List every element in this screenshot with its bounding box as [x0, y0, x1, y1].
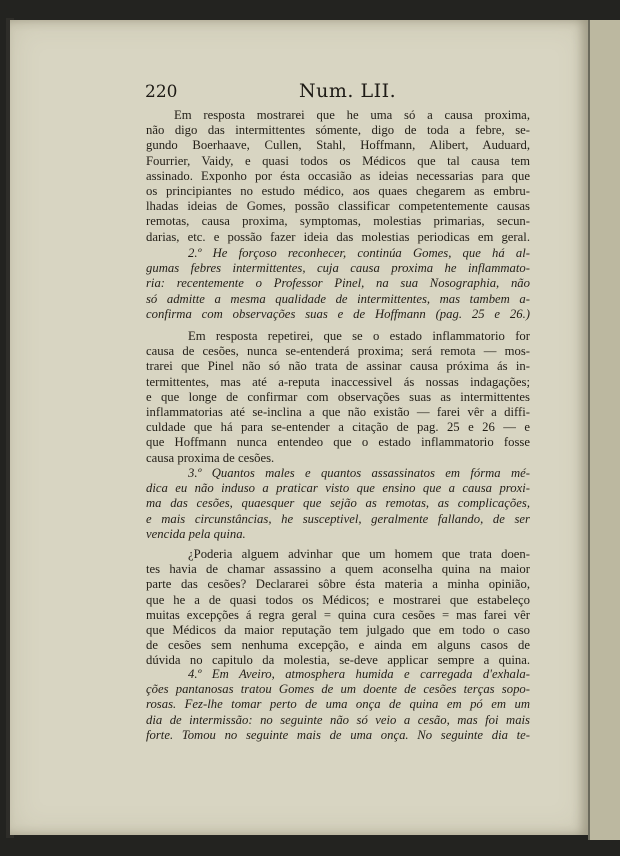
text-line: que Médicos da maior reputação tem julgado que em todo o caso [146, 622, 530, 637]
text-line: assinado. Exponho por ésta occasião as ideias necessarias para que [146, 168, 530, 183]
paragraph-2 [146, 246, 530, 322]
text-line: os principiantes no estudo médico, aos quaes chegarem as embru- [146, 183, 530, 198]
text-line: e mais circunstâncias, he susceptivel, geralmente fallando, de ser [146, 511, 530, 526]
text-line: ¿Poderia alguem advinhar que um homem que trata doen- [188, 547, 530, 561]
text-line: ções pantanosas tratou Gomes de um doente de cesões terças sopo- [146, 682, 530, 697]
text-line: Em resposta repetirei, que se o estado inflammatorio for [188, 329, 530, 343]
text-line: darias, etc. e possão fazer ideia das molestias periodicas em geral. [146, 229, 530, 244]
text-line: tes havia de chamar assassino a quem aconselha quina na maior [146, 562, 530, 577]
text-line: gumas febres intermittentes, cuja causa proxima he inflammato- [146, 261, 530, 276]
text-line: ma das cesões, quaesquer que sejão as remotas, as complicações, [146, 496, 530, 511]
text-line: vencida pela quina. [146, 526, 246, 541]
paragraph-3 [146, 329, 530, 466]
text-line: Em resposta mostrarei que he uma só a causa proxima, [174, 108, 530, 122]
text-line: culdade que há para se-entender a citação de pag. 25 e 26 — e [146, 420, 530, 435]
paragraph-4 [146, 466, 530, 542]
text-line: de cesões sem nenhuma excepção, e ainda em alguns casos de [146, 638, 530, 653]
text-line: dúvida no capitulo da molestia, se-deve applicar sempre a quina. [146, 653, 530, 668]
paragraph-1 [146, 108, 530, 245]
text-line: causa de cesões, nunca se-entenderá proxima; será remota — mos- [146, 344, 530, 359]
text-line: remotas, causa proxima, symptomas, molestias primarias, secun- [146, 214, 530, 229]
page-number: 220 [145, 82, 178, 102]
text-line: ria: recentemente o Professor Pinel, na sua Nosographia, não [146, 276, 530, 291]
text-line: trarei que Pinel não só não trata de assinar causa próxima ás in- [146, 359, 530, 374]
paragraph-6 [146, 667, 530, 743]
text-line: inflammatorias até se-inclina a que não existão — farei vêr a diffi- [146, 404, 530, 419]
text-line: gundo Boerhaave, Cullen, Stahl, Hoffmann, Alibert, Auduard, [146, 138, 530, 153]
paragraph-5 [146, 547, 530, 669]
text-line: Fourrier, Vaidy, e quasi todos os Médicos que tal causa tem [146, 153, 530, 168]
text-line: causa proxima de cesões. [146, 450, 275, 465]
text-line: parte das cesões? Declararei sôbre ésta materia a minha opinião, [146, 577, 530, 592]
running-head: Num. LII. [299, 80, 397, 102]
text-line: termittentes, mas até a-reputa inaccessivel ás nossas indagações; [146, 374, 530, 389]
text-line: que he a de quasi todos os Médicos; e mostrarei que estabeleço [146, 592, 530, 607]
text-line: muitas excepções á regra geral = quina cura cesões = mas farei vêr [146, 607, 530, 622]
text-line: que Hoffmann nunca entendeo que o estado inflammatorio fosse [146, 435, 530, 450]
text-line: dica eu não induso a praticar visto que ensino que a causa proxi- [146, 481, 530, 496]
text-line: lhadas ideias de Gomes, possão classificar competentemente causas [146, 199, 530, 214]
page-header [0, 80, 620, 104]
text-line: e que longe de confirmar com observações suas as intermittentes [146, 389, 530, 404]
text-line: 4.º Em Aveiro, atmosphera humida e carregada d'exhala- [188, 667, 530, 681]
adjacent-page-edge [588, 20, 620, 840]
text-line: forte. Tomou no seguinte mais de uma onça. No seguinte dia te- [146, 727, 530, 742]
text-line: só admitte a mesma qualidade de intermittentes, mas tambem a- [146, 291, 530, 306]
text-line: 2.º He forçoso reconhecer, continúa Gomes, que há al- [188, 246, 530, 260]
text-line: rosas. Fez-lhe tomar perto de uma onça de quina em pó em um [146, 697, 530, 712]
text-line: 3.º Quantos males e quantos assassinatos em fórma mé- [188, 466, 530, 480]
text-line: não digo das intermittentes sómente, digo de toda a febre, se- [146, 123, 530, 138]
text-line: confirma com observações suas e de Hoffmann (pag. 25 e 26.) [146, 306, 530, 321]
text-line: dia de intermissão: no seguinte não só veio a cesão, mas foi mais [146, 712, 530, 727]
